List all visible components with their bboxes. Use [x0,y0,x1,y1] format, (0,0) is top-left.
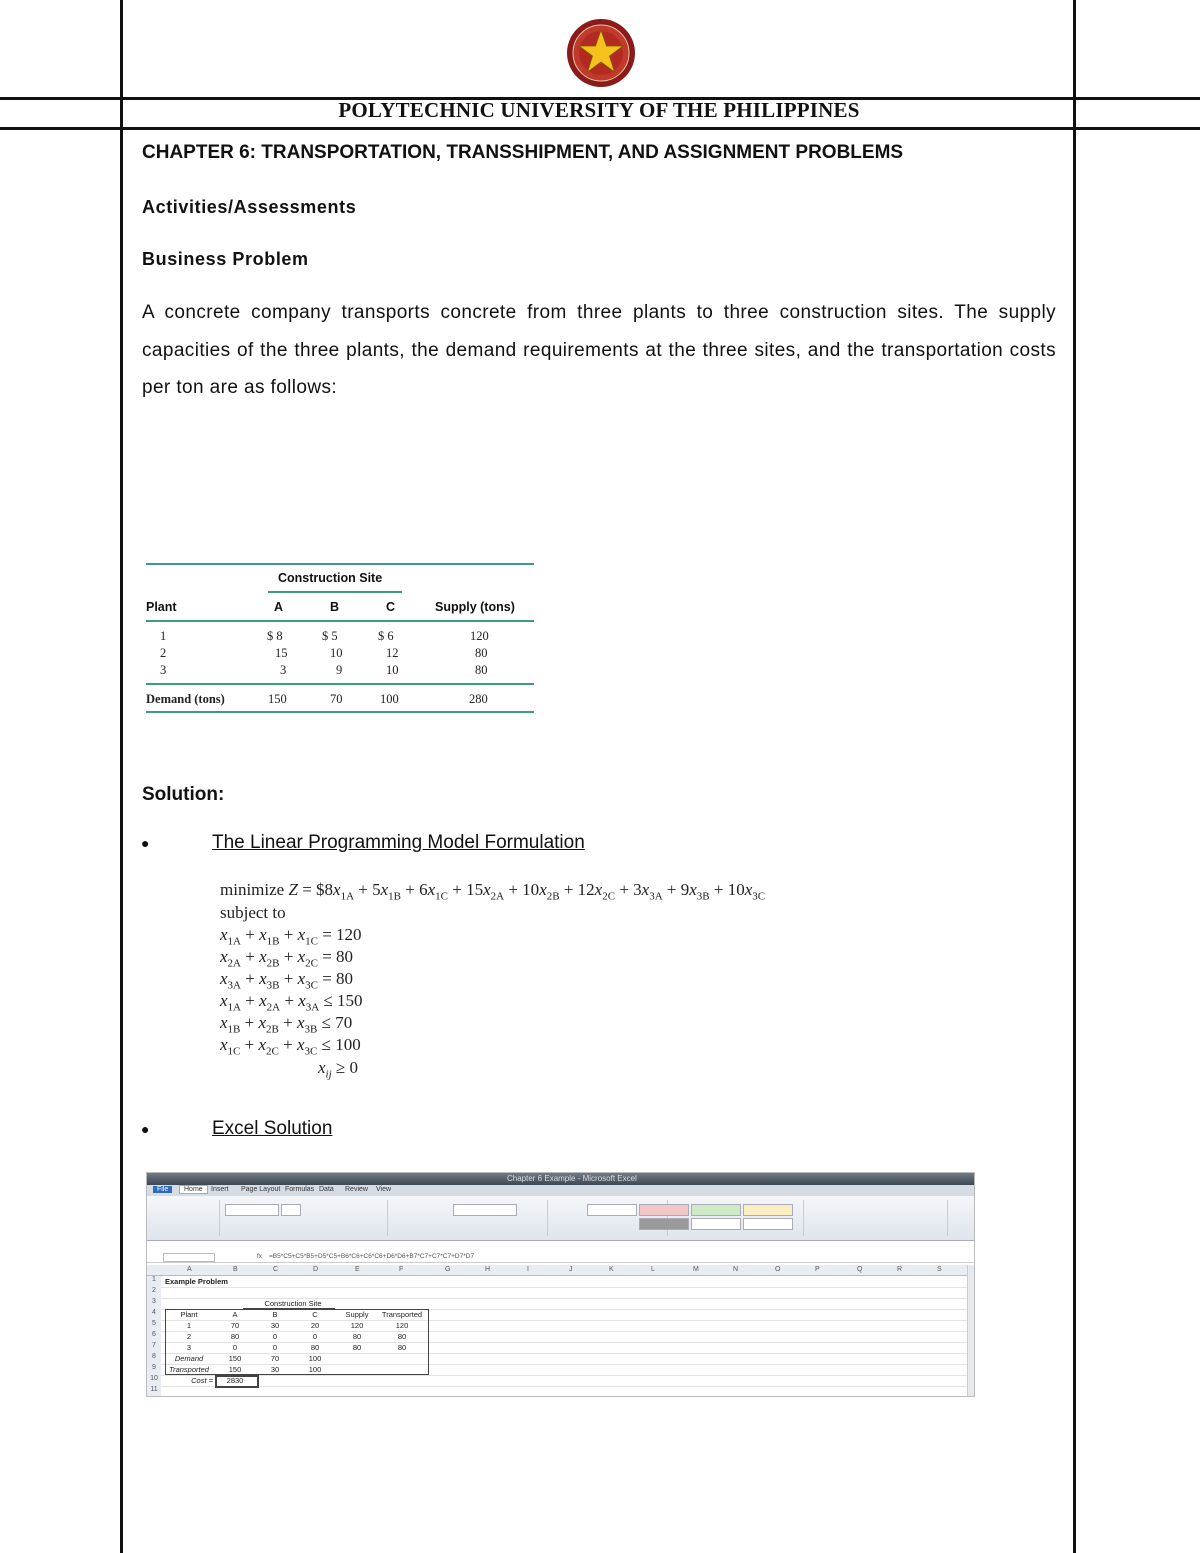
cell[interactable]: 120 [350,1321,364,1330]
header-bottom-line [0,127,1200,130]
col-header[interactable]: L [651,1266,655,1273]
demand-rule [146,683,534,685]
cell[interactable]: 70 [230,1321,240,1330]
excel-solution-heading: Excel Solution [212,1118,333,1139]
cell[interactable]: 80 [352,1332,362,1341]
col-header[interactable]: S [937,1266,942,1273]
cell[interactable]: 100 [308,1365,322,1374]
col-header[interactable]: C [273,1266,279,1273]
left-border-line [120,0,123,1553]
nonnegativity-constraint: $x_{ij} \ge 0$ [318,1058,359,1081]
chapter-title: CHAPTER 6: TRANSPORTATION, TRANSSHIPMENT, AND ASSIGNMENT PROBLEMS [142,142,904,163]
excel-tab-insert[interactable]: Insert [211,1186,229,1193]
cost-cell: 12 [386,646,399,660]
university-name: POLYTECHNIC UNIVERSITY OF THE PHILIPPINES [338,98,860,122]
total-cell: 280 [469,692,488,706]
excel-tab-data[interactable]: Data [319,1186,334,1193]
col-header[interactable]: D [313,1266,319,1273]
excel-ribbon-tabs [147,1185,974,1196]
table-row: 2 [147,1287,974,1299]
col-header[interactable]: A [187,1266,192,1273]
sheet-title-cell[interactable]: Example Problem [165,1277,228,1286]
col-header[interactable]: J [569,1266,573,1273]
cell[interactable]: 150 [228,1354,242,1363]
group-header: Construction Site [278,571,383,585]
table-row: 11 [147,1386,974,1397]
cost-cell: $ 5 [322,629,338,643]
table-row: 3 Construction Site [147,1298,974,1310]
style-input[interactable] [743,1218,793,1230]
cost-cell: 10 [386,663,399,677]
solution-label: Solution: [142,784,225,805]
supply-cell: 80 [475,663,488,677]
header-cell[interactable]: B [272,1310,278,1319]
col-header[interactable]: E [355,1266,360,1273]
excel-window-title: Chapter 6 Example - Microsoft Excel [507,1174,637,1183]
style-neutral[interactable] [743,1204,793,1216]
table-row: 5 1 70 30 20 120 120 [147,1320,974,1332]
constraint-demand-a: $x_{1A} + x_{2A} + x_{3A} \le 150$ [220,991,363,1014]
col-header[interactable]: H [485,1266,491,1273]
cell[interactable]: 150 [228,1365,242,1374]
header-cell[interactable]: A [232,1310,238,1319]
cell[interactable]: 30 [270,1321,280,1330]
subsection-heading: Business Problem [142,249,309,269]
col-header[interactable]: R [897,1266,903,1273]
table-top-rule [146,563,534,565]
header-cell[interactable]: Supply [345,1310,369,1319]
lp-model-heading: The Linear Programming Model Formulation [212,832,585,853]
table-row: 10 Cost = 2830 [147,1375,974,1387]
excel-formula-bar[interactable] [147,1252,974,1263]
col-header[interactable]: M [693,1266,699,1273]
cell[interactable]: 20 [310,1321,320,1330]
section-heading: Activities/Assessments [142,197,357,217]
constraint-supply-1: $x_{1A} + x_{1B} + x_{1C} = 120$ [220,925,362,948]
plant-header: Plant [146,600,177,614]
cell[interactable]: 0 [272,1332,278,1341]
excel-tab-review[interactable]: Review [345,1186,368,1193]
university-seal-icon [566,18,636,88]
plant-cell: 2 [160,646,167,660]
style-bad[interactable] [639,1204,689,1216]
excel-screenshot [146,1172,975,1397]
font-name-box[interactable] [225,1204,279,1216]
cell[interactable]: 3 [186,1343,192,1352]
formula-text: =B5*C5+C5*B5+D5*C5+B6*C6+C6*C6+D6*D6+B7*C7+C7*C7+D7*D7 [269,1253,475,1260]
col-header[interactable]: P [815,1266,820,1273]
demand-cell: 150 [268,692,287,706]
cost-cell: 10 [330,646,343,660]
supply-cell: 120 [470,629,489,643]
cost-cell: $ 8 [267,629,283,643]
supply-cell: 80 [475,646,488,660]
col-header[interactable]: Q [857,1266,863,1273]
constraint-supply-3: $x_{3A} + x_{3B} + x_{3C} = 80$ [220,969,354,992]
cell[interactable]: 0 [232,1343,238,1352]
col-header[interactable]: N [733,1266,739,1273]
cell[interactable]: 120 [395,1321,409,1330]
table-row: 7 3 0 0 80 80 80 [147,1342,974,1354]
right-border-line [1073,0,1076,1553]
style-good[interactable] [691,1204,741,1216]
ribbon-group-styles-2 [803,1200,948,1236]
excel-tab-view[interactable]: View [376,1186,392,1193]
cost-result-cell[interactable]: 2830 [226,1376,244,1385]
cell[interactable]: 80 [397,1343,407,1352]
site-header-b: B [330,600,340,614]
plant-cell: 3 [160,663,167,677]
objective-function: minimize $Z = \$8x_{1A} + 5x_{1B} + 6x_{1C} + 15x_{2A} + 10x_{2B} + 12x_{2C} + 3x_{3A} + 9x_{3B} + 10x_{3C}$ [220,880,766,903]
number-format-box[interactable] [453,1204,517,1216]
cell[interactable]: Cost = [191,1376,213,1385]
excel-column-headers [147,1265,974,1276]
style-check-cell[interactable] [639,1218,689,1230]
col-header[interactable]: G [445,1266,451,1273]
constraint-demand-c: $x_{1C} + x_{2C} + x_{3C} \le 100$ [220,1035,361,1058]
excel-table-border [165,1309,429,1375]
font-size-box[interactable] [281,1204,301,1216]
cell[interactable]: Transported [169,1365,209,1374]
cost-cell: $ 6 [378,629,394,643]
constraint-supply-2: $x_{2A} + x_{2B} + x_{2C} = 80$ [220,947,354,970]
cell[interactable]: 80 [310,1343,320,1352]
cell[interactable]: 2 [186,1332,192,1341]
header-cell[interactable]: C [312,1310,318,1319]
table-row: 8 Demand 150 70 100 [147,1353,974,1365]
cell[interactable]: 70 [270,1354,280,1363]
col-header[interactable]: K [609,1266,614,1273]
excel-group-border [243,1298,335,1309]
group-header-cell[interactable]: Construction Site [264,1299,322,1308]
table-row: 1 Example Problem [147,1276,974,1288]
supply-header: Supply (tons) [435,600,515,614]
site-header-a: A [274,600,284,614]
group-rule [268,591,402,593]
cell[interactable]: 80 [230,1332,240,1341]
excel-tab-formulas[interactable]: Formulas [285,1186,315,1193]
table-row: 4 Plant A B C Supply Transported [147,1309,974,1321]
table-row: 9 Transported 150 30 100 [147,1364,974,1376]
demand-cell: 70 [330,692,343,706]
cell[interactable]: 0 [312,1332,318,1341]
cell[interactable]: 80 [352,1343,362,1352]
excel-vertical-scrollbar[interactable] [967,1265,974,1396]
site-header-c: C [386,600,396,614]
cost-cell: 9 [336,663,343,677]
cell[interactable]: 1 [186,1321,192,1330]
excel-tab-home[interactable]: Home [179,1185,208,1194]
excel-selected-cell [215,1375,259,1388]
demand-cell: 100 [380,692,399,706]
cell[interactable]: 80 [397,1332,407,1341]
problem-paragraph: A concrete company transports concrete from three plants to three construction sites. The supply capacities of the three plants, the demand requirements at the three sites, and the transportation costs per ton are as follows: [142,302,1056,398]
col-header[interactable]: B [233,1266,238,1273]
excel-title-bar [147,1173,974,1185]
demand-label: Demand (tons) [146,692,225,706]
excel-tab-file[interactable]: File [153,1186,172,1193]
cell[interactable]: 100 [308,1354,322,1363]
cell[interactable]: 0 [272,1343,278,1352]
plant-cell: 1 [160,629,167,643]
ribbon-group-clipboard [147,1200,220,1236]
name-box[interactable] [163,1253,215,1262]
col-header[interactable]: O [775,1266,781,1273]
bullet-icon: ● [141,1121,150,1137]
function-icon: fx [257,1253,263,1260]
table-row: 6 2 80 0 0 80 80 [147,1331,974,1343]
constraint-demand-b: $x_{1B} + x_{2B} + x_{3B} \le 70$ [220,1013,353,1036]
header-cell[interactable]: Plant [180,1310,198,1319]
subject-to-label: subject to [220,903,286,922]
cell[interactable]: 30 [270,1365,280,1374]
style-explanatory[interactable] [691,1218,741,1230]
header-cell[interactable]: Transported [381,1310,423,1319]
header-rule [146,620,534,622]
col-header[interactable]: F [399,1266,404,1273]
style-normal[interactable] [587,1204,637,1216]
cost-cell: 15 [275,646,288,660]
bullet-icon: ● [141,835,150,851]
cell[interactable]: Demand [174,1354,204,1363]
cost-cell: 3 [280,663,287,677]
excel-ribbon [147,1196,974,1241]
excel-tab-page-layout[interactable]: Page Layout [241,1186,281,1193]
col-header[interactable]: I [527,1266,529,1273]
table-bottom-rule [146,711,534,713]
